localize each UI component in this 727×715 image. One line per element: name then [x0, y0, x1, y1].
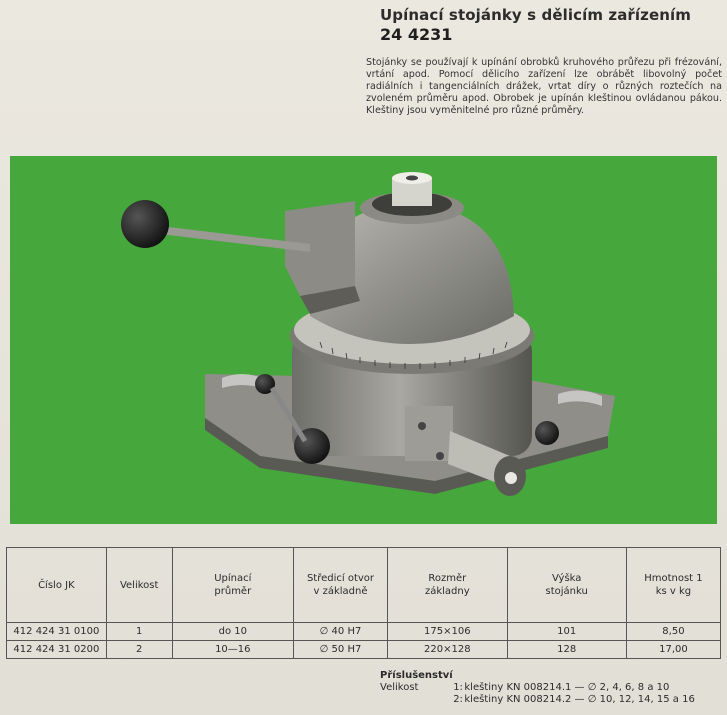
table-row: [7, 641, 721, 659]
cell: 10—16: [172, 641, 293, 659]
column-header: Číslo JK: [7, 548, 107, 623]
accessory-text: kleštiny KN 008214.1 — ∅ 2, 4, 6, 8 a 10: [464, 682, 670, 693]
header: [380, 6, 720, 44]
accessory-text: kleštiny KN 008214.2 — ∅ 10, 12, 14, 15 a 16: [464, 694, 695, 705]
cell: 2: [106, 641, 172, 659]
page-title: Upínací stojánky s dělicím zařízením: [380, 6, 692, 24]
table-header-row: [7, 548, 721, 623]
accessory-item: [380, 694, 695, 706]
locking-block: [405, 406, 453, 461]
column-header: Středicí otvor v základně: [293, 548, 387, 623]
cell: ∅ 40 H7: [293, 623, 387, 641]
cell: ∅ 50 H7: [293, 641, 387, 659]
cell: 101: [507, 623, 626, 641]
accessories-title: Příslušenství: [380, 670, 453, 681]
cell: 175×106: [388, 623, 507, 641]
cell: 17,00: [626, 641, 720, 659]
accessory-item: [380, 682, 695, 694]
cell: 8,50: [626, 623, 720, 641]
description-text: Stojánky se používají k upínání obrobků kruhového průřezu při frézování, vrtání apod. Pomocí dělicího zařízení lze obrábět libovolný počet radiálních i tangenciálních drážek, vrtat díry o různých roztečích na zvoleném průměru apod. Obrobek je upínán kleštinou ovládanou pákou. Kleštiny jsou vyměnitelné pro různé průměry.: [366, 57, 722, 116]
column-header: Hmotnost 1 ks v kg: [626, 548, 720, 623]
specification-table: [6, 547, 721, 659]
column-header: Velikost: [106, 548, 172, 623]
column-header: Upínací průměr: [172, 548, 293, 623]
indexing-fixture-illustration: [10, 156, 717, 524]
accessory-index: 1:: [453, 682, 463, 693]
side-knob-right: [535, 421, 559, 445]
accessory-index: 2:: [453, 694, 463, 705]
column-header: Rozměr základny: [388, 548, 507, 623]
cell: 128: [507, 641, 626, 659]
accessories-section: [380, 670, 695, 706]
cell: 412 424 31 0200: [7, 641, 107, 659]
accessories-label: Velikost: [380, 682, 419, 693]
cell: do 10: [172, 623, 293, 641]
product-photo: [10, 156, 717, 524]
cell: 1: [106, 623, 172, 641]
cell: 412 424 31 0100: [7, 623, 107, 641]
product-code: 24 4231: [380, 25, 453, 44]
table-row: [7, 623, 721, 641]
column-header: Výška stojánku: [507, 548, 626, 623]
lever-knob: [121, 200, 169, 248]
cell: 220×128: [388, 641, 507, 659]
